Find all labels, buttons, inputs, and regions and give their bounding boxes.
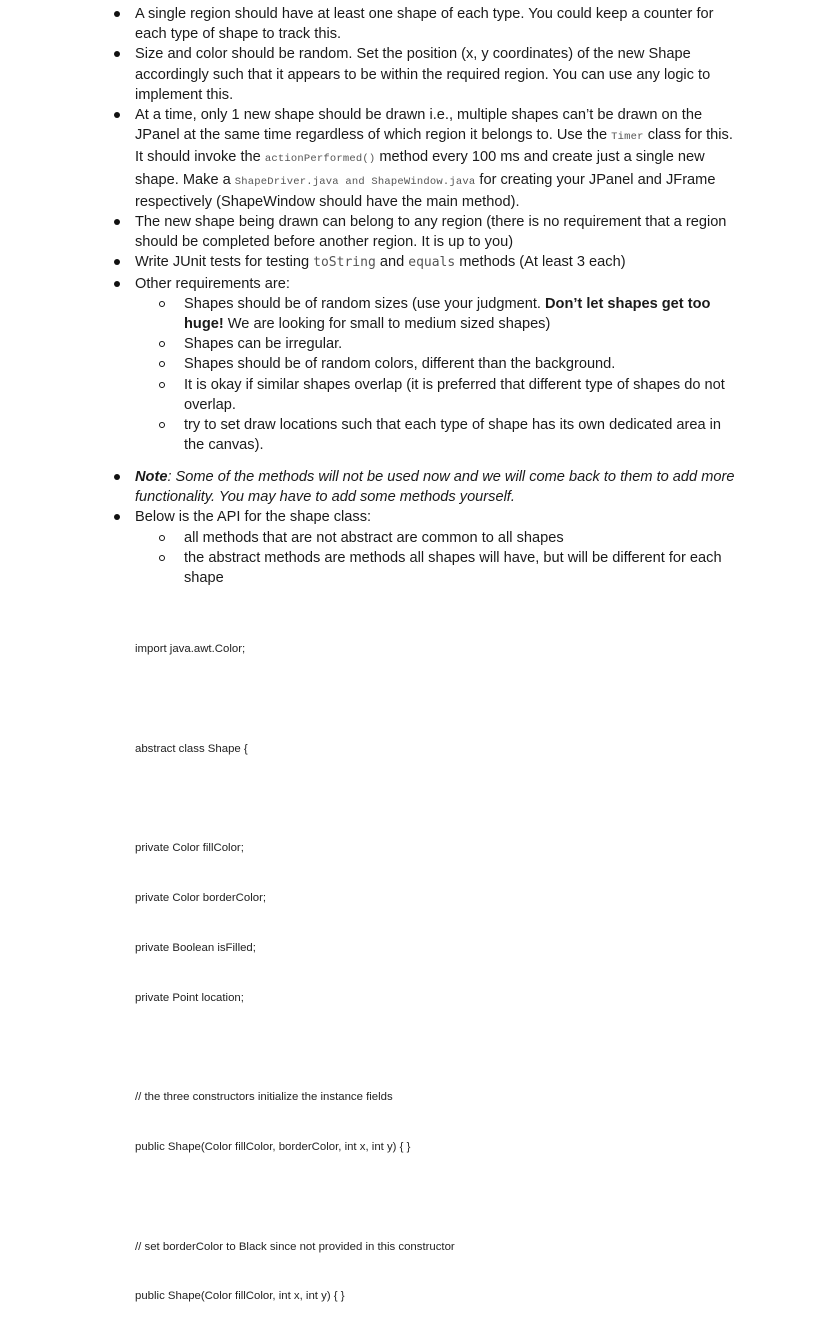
sub-list-item: It is okay if similar shapes overlap (it is preferred that different type of shapes do not overlap. bbox=[135, 375, 745, 415]
text: At a time, only 1 new shape should be drawn i.e., multiple shapes can’t be drawn on the JPanel at the same time regardless of which region it belongs to. Use the bbox=[135, 107, 703, 144]
code-line: private Boolean isFilled; bbox=[135, 941, 256, 954]
sub-list-item bbox=[135, 294, 745, 334]
code-line: private Color borderColor; bbox=[135, 892, 267, 905]
code-line: // the three constructors initialize the instance fields bbox=[135, 1091, 393, 1104]
code-inline: toString bbox=[313, 255, 376, 271]
code-inline: Timer bbox=[611, 131, 644, 144]
sub-list-item: Shapes should be of random colors, different than the background. bbox=[135, 354, 745, 374]
code-line: // set borderColor to Black since not provided in this constructor bbox=[135, 1240, 455, 1253]
code-line: abstract class Shape { bbox=[135, 742, 248, 755]
text: Shapes should be of random sizes (use your judgment. bbox=[184, 295, 545, 312]
list-item: A single region should have at least one shape of each type. You could keep a counter for each type of shape to track this. bbox=[0, 4, 815, 44]
code-inline: actionPerformed() bbox=[264, 153, 376, 166]
sub-list-item: all methods that are not abstract are common to all shapes bbox=[135, 528, 745, 548]
bold-text: Don’t let shapes get too huge! bbox=[184, 295, 711, 333]
text: method every 100 ms and create just a single new shape. Make a bbox=[135, 149, 705, 188]
text: and bbox=[375, 254, 409, 271]
code-line: private Point location; bbox=[135, 991, 244, 1004]
list-item: The new shape being drawn can belong to any region (there is no requirement that a region should be completed before another region. It is up to you) bbox=[0, 212, 815, 252]
code-inline: equals bbox=[408, 255, 456, 271]
list-item: Size and color should be random. Set the position (x, y coordinates) of the new Shape accordingly such that it appears to be within the required region. You can use any logic to implement this. bbox=[0, 44, 815, 105]
sub-list bbox=[135, 528, 745, 589]
code-line: private Color fillColor; bbox=[135, 842, 244, 855]
sub-list-item: try to set draw locations such that each type of shape has its own dedicated area in the canvas). bbox=[135, 415, 745, 455]
list-item bbox=[0, 252, 815, 273]
sub-list bbox=[135, 294, 745, 456]
code-line: public Shape(Color fillColor, borderColor, int x, int y) { } bbox=[135, 1141, 411, 1153]
text: Below is the API for the shape class: bbox=[135, 509, 372, 526]
note-label: Note bbox=[135, 469, 168, 485]
code-line: import java.awt.Color; bbox=[135, 643, 246, 656]
text: for creating your JPanel and JFrame respectively (ShapeWindow should have the main method). bbox=[135, 171, 716, 210]
list-item bbox=[0, 507, 815, 588]
notes-list bbox=[0, 467, 815, 588]
note-text: : Some of the methods will not be used now and we will come back to them to add more functionality. You may have to add some methods yourself. bbox=[135, 469, 735, 506]
text: class for this. It should invoke the bbox=[135, 127, 733, 166]
text: methods (At least 3 each) bbox=[455, 254, 626, 271]
sub-list-item: Shapes can be irregular. bbox=[135, 334, 745, 354]
list-item bbox=[0, 274, 815, 456]
code-block bbox=[135, 608, 455, 1338]
text: Write JUnit tests for testing bbox=[135, 254, 314, 271]
sub-list-item: the abstract methods are methods all shapes will have, but will be different for each shape bbox=[135, 548, 745, 588]
list-item bbox=[0, 467, 815, 507]
text: We are looking for small to medium sized shapes) bbox=[223, 316, 551, 333]
text: Other requirements are: bbox=[135, 275, 290, 292]
list-item bbox=[0, 105, 815, 212]
requirements-list bbox=[0, 4, 815, 455]
code-inline: ShapeDriver.java and ShapeWindow.java bbox=[234, 175, 476, 188]
code-line: public Shape(Color fillColor, int x, int y) { } bbox=[135, 1290, 345, 1303]
